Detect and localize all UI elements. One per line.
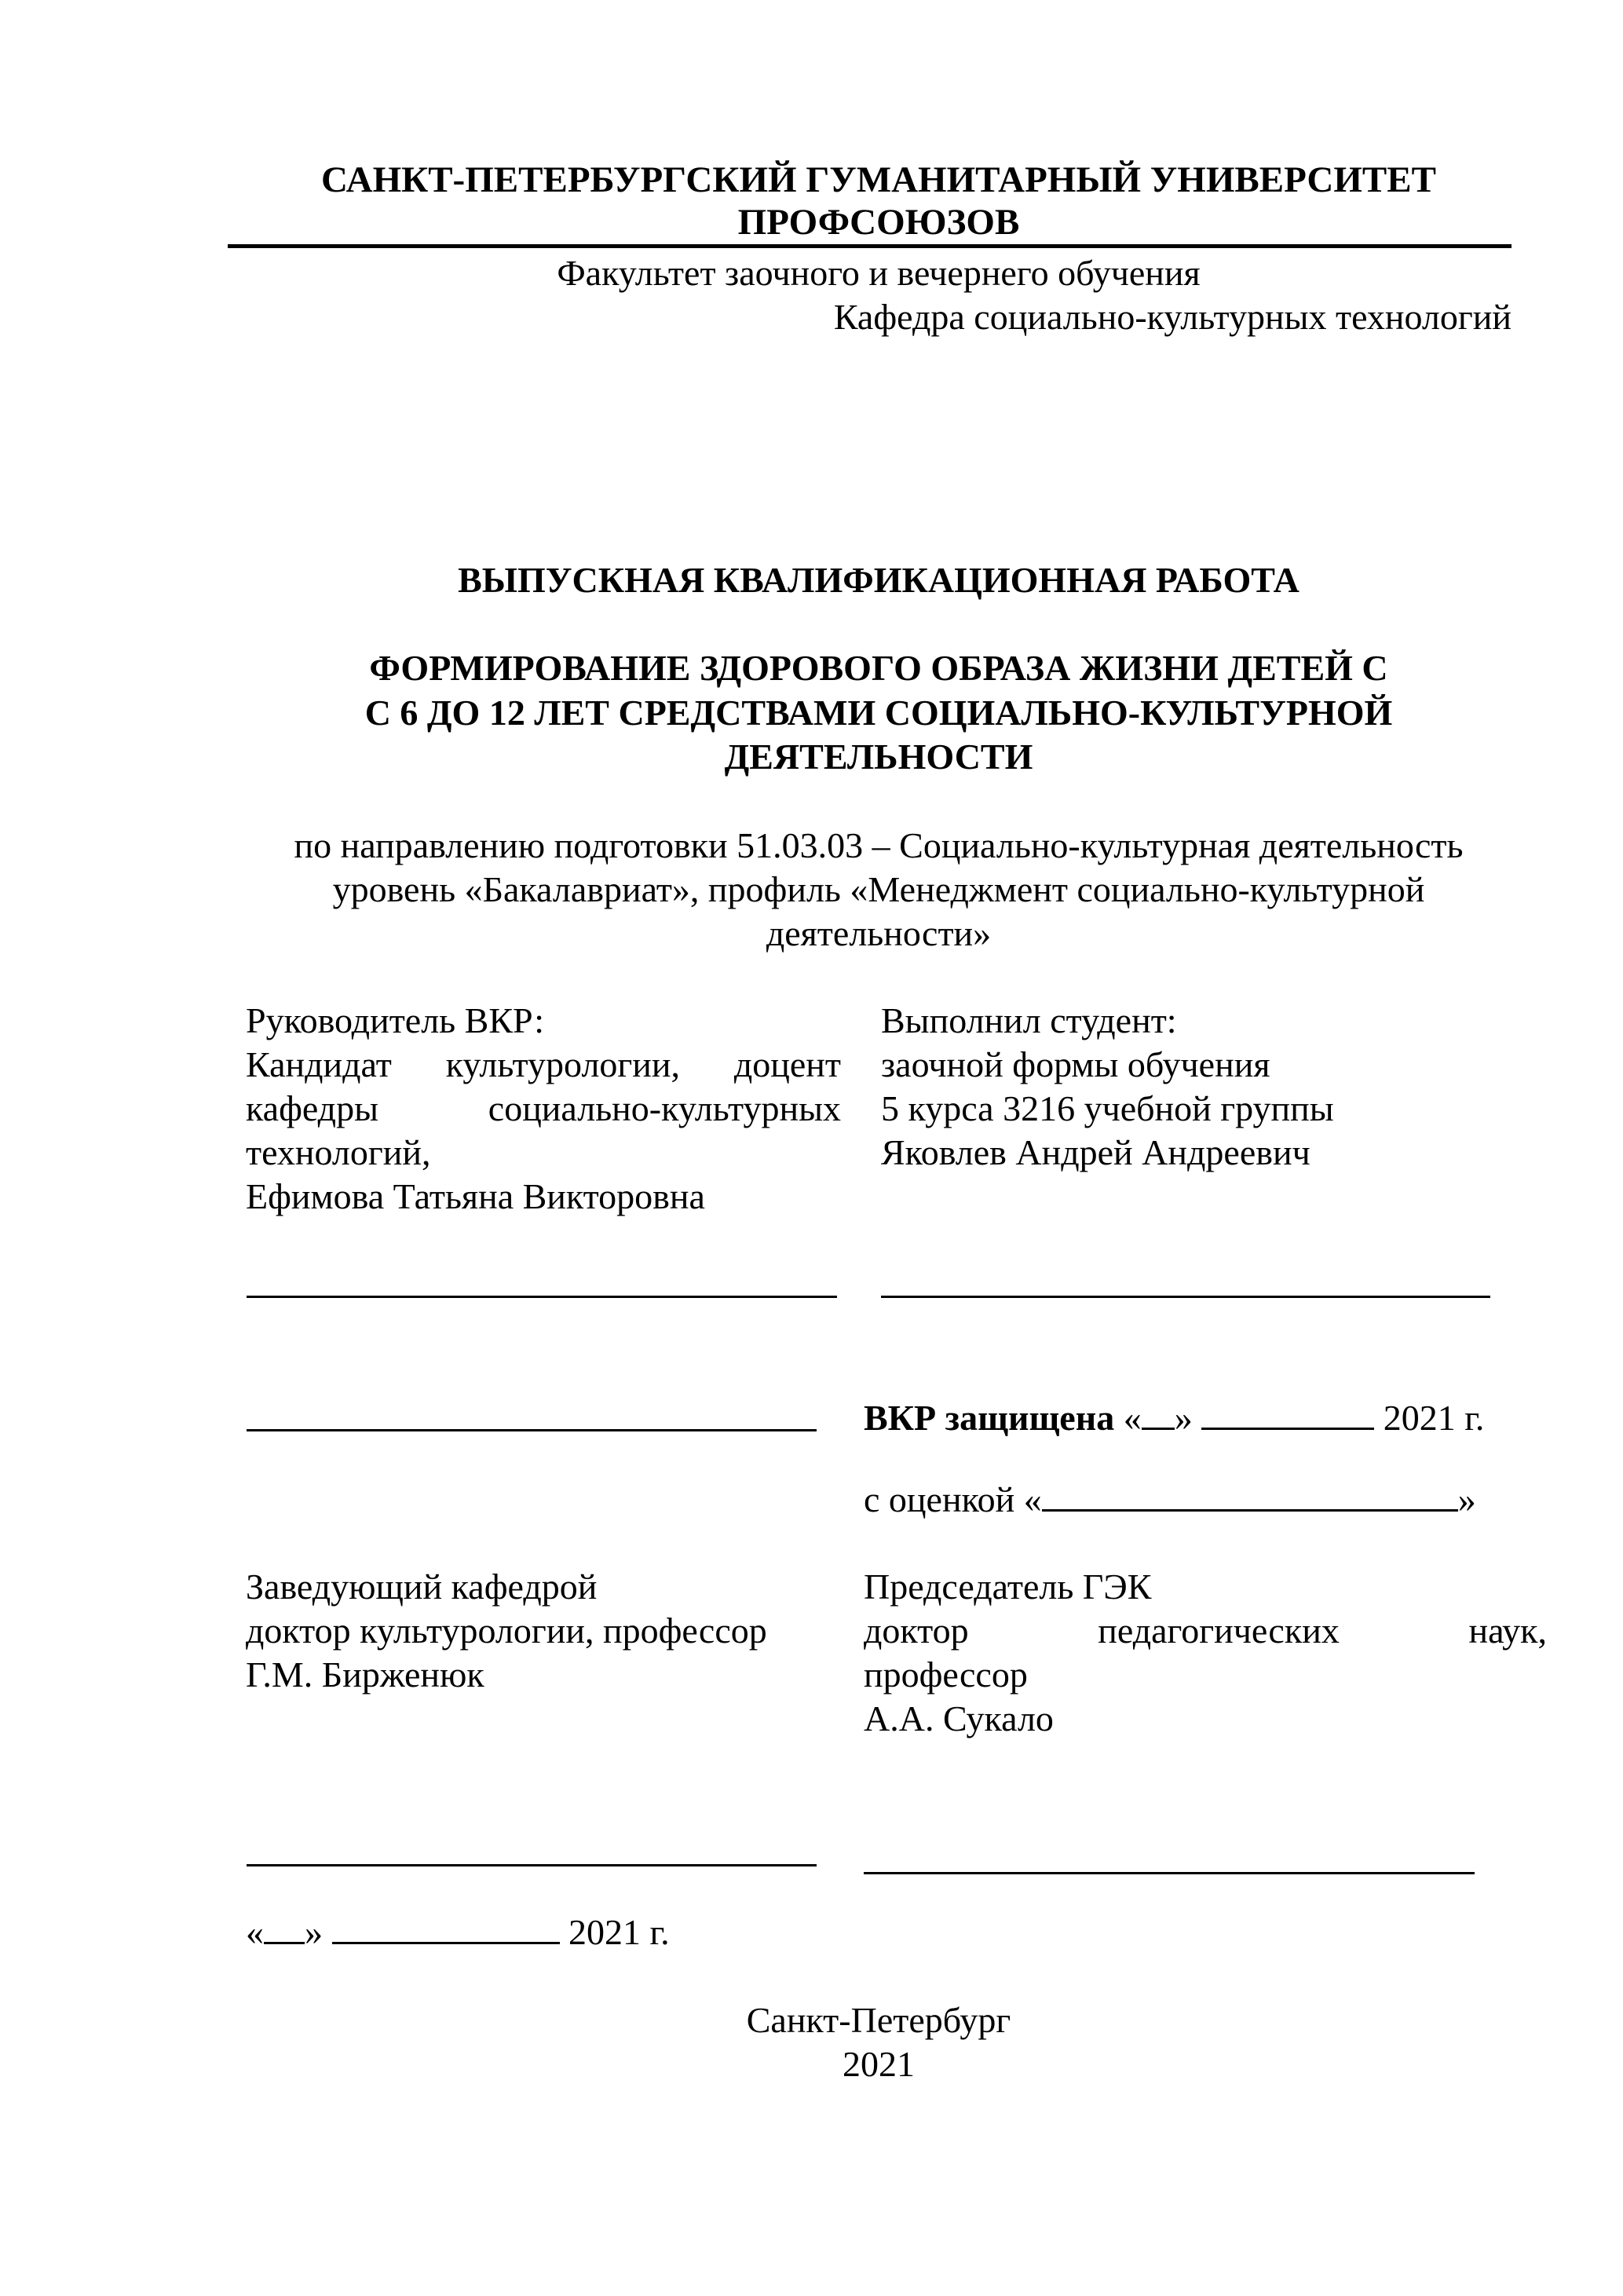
student-form-of-study: заочной формы обучения bbox=[881, 1044, 1270, 1084]
gek-degree-word-1: доктор bbox=[864, 1610, 969, 1651]
header-divider bbox=[228, 244, 1512, 248]
gek-title: Председатель ГЭК bbox=[864, 1567, 1152, 1607]
grade-suffix: » bbox=[1457, 1479, 1476, 1519]
university-name-line1: САНКТ-ПЕТЕРБУРГСКИЙ ГУМАНИТАРНЫЙ УНИВЕРСИТЕТ bbox=[321, 159, 1436, 200]
gek-degree-line bbox=[864, 1609, 1547, 1653]
gek-degree-word-3: наук, bbox=[1468, 1610, 1547, 1651]
faculty-name: Факультет заочного и вечернего обучения bbox=[557, 253, 1201, 293]
direction-line-3: деятельности» bbox=[766, 913, 992, 953]
supervisor-degree-line-3: технологий, bbox=[246, 1132, 431, 1172]
head-signature-line[interactable] bbox=[247, 1864, 817, 1866]
work-type-heading: ВЫПУСКНАЯ КВАЛИФИКАЦИОННАЯ РАБОТА bbox=[458, 560, 1299, 600]
topic-line-1: ФОРМИРОВАНИЕ ЗДОРОВОГО ОБРАЗА ЖИЗНИ ДЕТЕЙ С bbox=[369, 648, 1388, 688]
direction-line-1: по направлению подготовки 51.03.03 – Социально-культурная деятельность bbox=[294, 825, 1464, 865]
topic-line-2: С 6 ДО 12 ЛЕТ СРЕДСТВАМИ СОЦИАЛЬНО-КУЛЬТУРНОЙ bbox=[364, 693, 1393, 733]
gek-name: А.А. Сукало bbox=[864, 1698, 1054, 1738]
year: 2021 bbox=[843, 2044, 915, 2084]
topic-line-3: ДЕЯТЕЛЬНОСТИ bbox=[724, 737, 1033, 777]
student-name: Яковлев Андрей Андреевич bbox=[881, 1132, 1310, 1172]
defense-label: ВКР защищена bbox=[864, 1398, 1115, 1438]
direction-line-2: уровень «Бакалавриат», профиль «Менеджмент социально-культурной bbox=[332, 869, 1425, 909]
supervisor-label: Руководитель ВКР: bbox=[246, 1000, 545, 1040]
student-signature-line[interactable] bbox=[881, 1296, 1490, 1298]
supervisor-degree-line-2: кафедры социально-культурных bbox=[246, 1088, 841, 1128]
gek-degree-cont: профессор bbox=[864, 1654, 1028, 1695]
gek-degree-word-2: педагогических bbox=[1098, 1610, 1340, 1651]
grade-field[interactable] bbox=[1042, 1478, 1458, 1512]
head-degree: доктор культурологии, профессор bbox=[246, 1610, 767, 1651]
head-name: Г.М. Бирженюк bbox=[246, 1654, 484, 1695]
department-name: Кафедра социально-культурных технологий bbox=[833, 297, 1512, 337]
gek-signature-line[interactable] bbox=[864, 1872, 1475, 1874]
supervisor-name: Ефимова Татьяна Викторовна bbox=[246, 1176, 705, 1216]
grade-prefix: с оценкой « bbox=[864, 1479, 1042, 1519]
head-title: Заведующий кафедрой bbox=[246, 1567, 598, 1607]
supervisor-degree-line-1: Кандидат культурологии, доцент bbox=[246, 1044, 841, 1084]
defense-left-signature-line[interactable] bbox=[247, 1429, 817, 1431]
defense-date-row bbox=[864, 1396, 1484, 1440]
student-course-group: 5 курса 3216 учебной группы bbox=[881, 1088, 1334, 1128]
defense-date-field[interactable]: « » 2021 г. bbox=[1123, 1398, 1485, 1438]
defense-grade-row bbox=[864, 1478, 1476, 1522]
city: Санкт-Петербург bbox=[746, 2000, 1011, 2040]
supervisor-signature-line[interactable] bbox=[247, 1296, 837, 1298]
student-label: Выполнил студент: bbox=[881, 1000, 1177, 1040]
university-name-line2: ПРОФСОЮЗОВ bbox=[737, 202, 1020, 243]
approval-date-row[interactable]: « » 2021 г. bbox=[246, 1912, 670, 1952]
